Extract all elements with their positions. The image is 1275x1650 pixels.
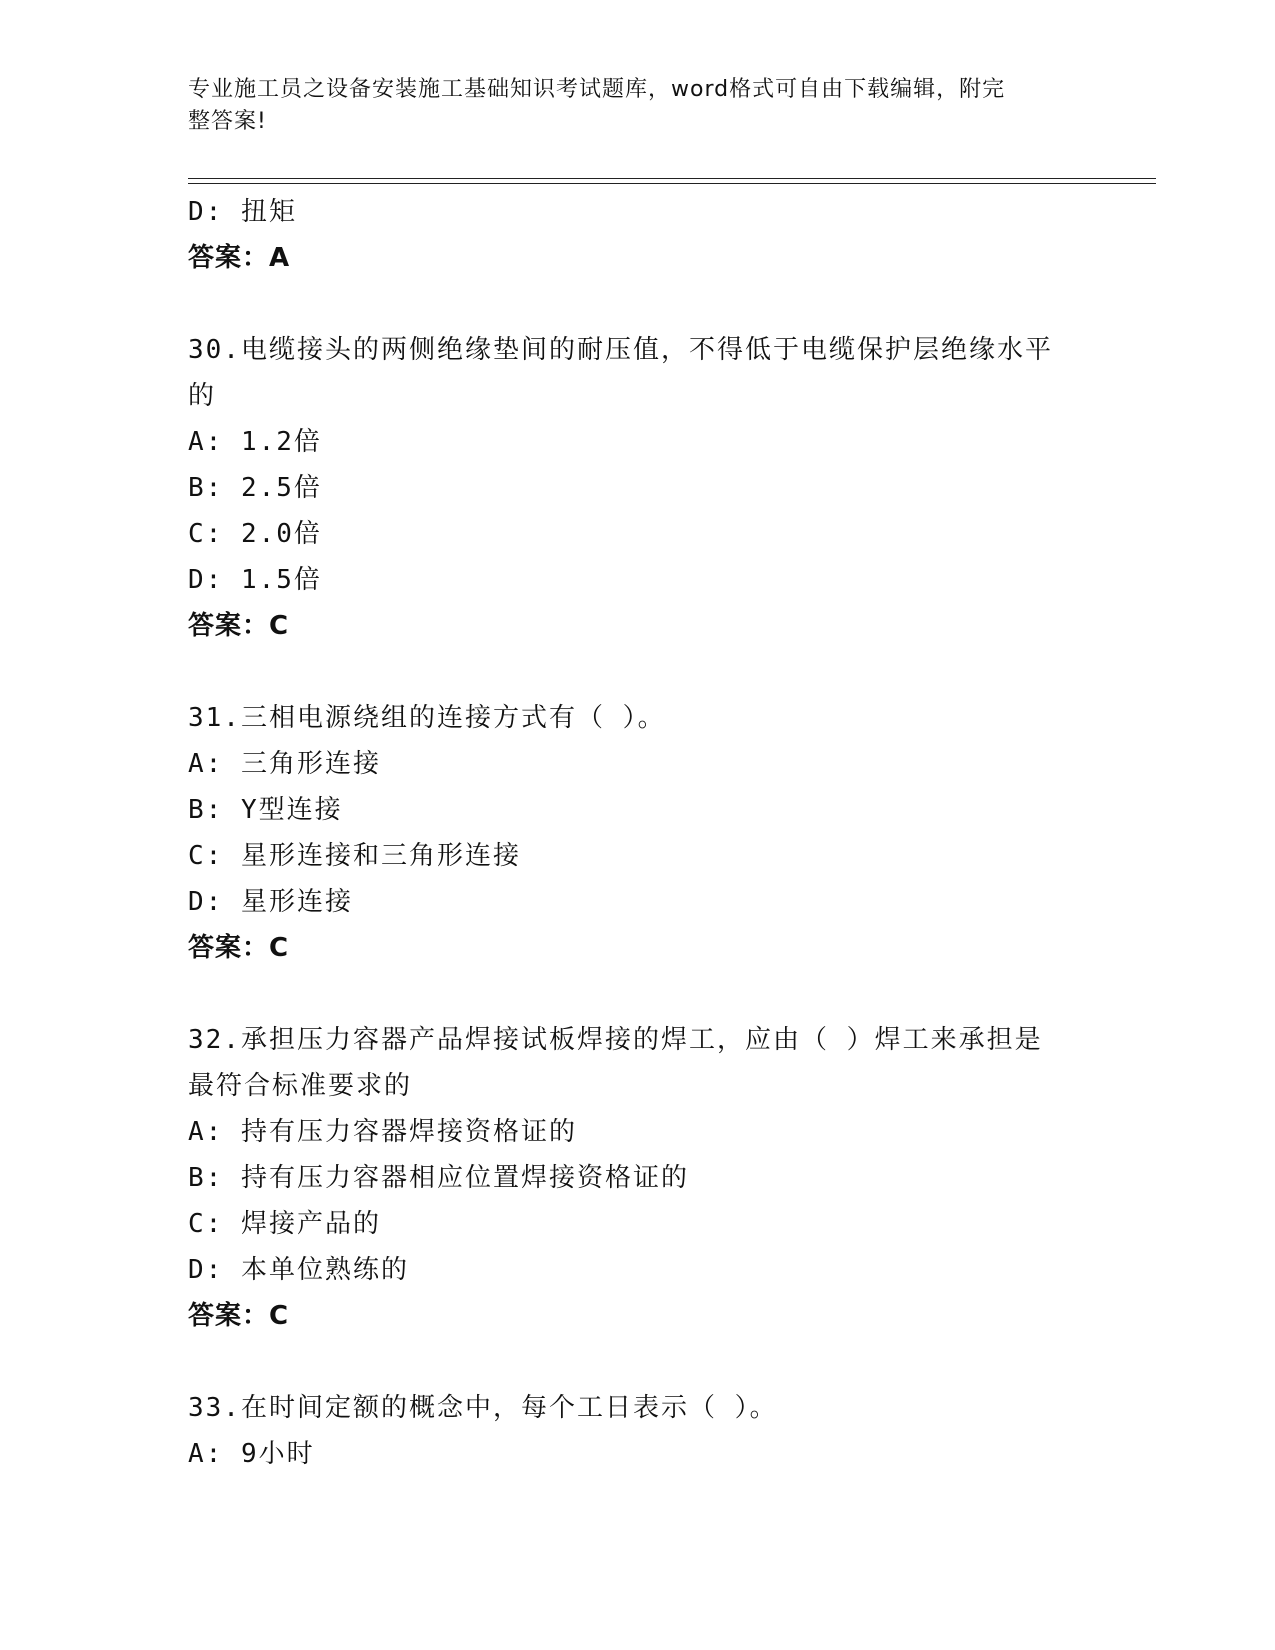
question-stem-continued: 的 [188,381,217,411]
question-stem: 31.三相电源绕组的连接方式有（ ）。 [188,703,666,733]
question-stem: 32.承担压力容器产品焊接试板焊接的焊工，应由（ ）焊工来承担是 [188,1025,1043,1055]
option-b: B: 持有压力容器相应位置焊接资格证的 [188,1163,689,1193]
answer: 答案：A [188,243,291,273]
option-a: A: 1.2倍 [188,427,322,457]
option-d: D: 1.5倍 [188,565,322,595]
question-stem-continued: 最符合标准要求的 [188,1071,413,1101]
option-d: D: 本单位熟练的 [188,1255,409,1285]
option-b: B: 2.5倍 [188,473,322,503]
header-divider-top [188,178,1156,179]
previous-question-tail [188,189,1088,281]
answer: 答案：C [188,933,290,963]
header-line-1: 专业施工员之设备安装施工基础知识考试题库，word格式可自由下载编辑，附完 [188,77,1006,102]
option-a: A: 9小时 [188,1439,315,1469]
question-32 [188,1017,1088,1339]
document-header [188,74,1088,138]
question-30 [188,327,1088,649]
question-31 [188,695,1088,971]
question-stem: 30.电缆接头的两侧绝缘垫间的耐压值，不得低于电缆保护层绝缘水平 [188,335,1053,365]
option-a: A: 持有压力容器焊接资格证的 [188,1117,577,1147]
answer: 答案：C [188,1301,290,1331]
option-c: C: 2.0倍 [188,519,322,549]
answer: 答案：C [188,611,290,641]
question-list [188,189,1088,1477]
option-d: D: 星形连接 [188,887,353,917]
option-a: A: 三角形连接 [188,749,381,779]
option-d: D: 扭矩 [188,197,297,227]
option-c: C: 星形连接和三角形连接 [188,841,521,871]
question-33 [188,1385,1088,1477]
header-line-2: 整答案! [188,109,267,134]
option-c: C: 焊接产品的 [188,1209,381,1239]
option-b: B: Y型连接 [188,795,343,825]
header-divider-bottom [188,183,1156,184]
question-stem: 33.在时间定额的概念中，每个工日表示（ ）。 [188,1393,778,1423]
